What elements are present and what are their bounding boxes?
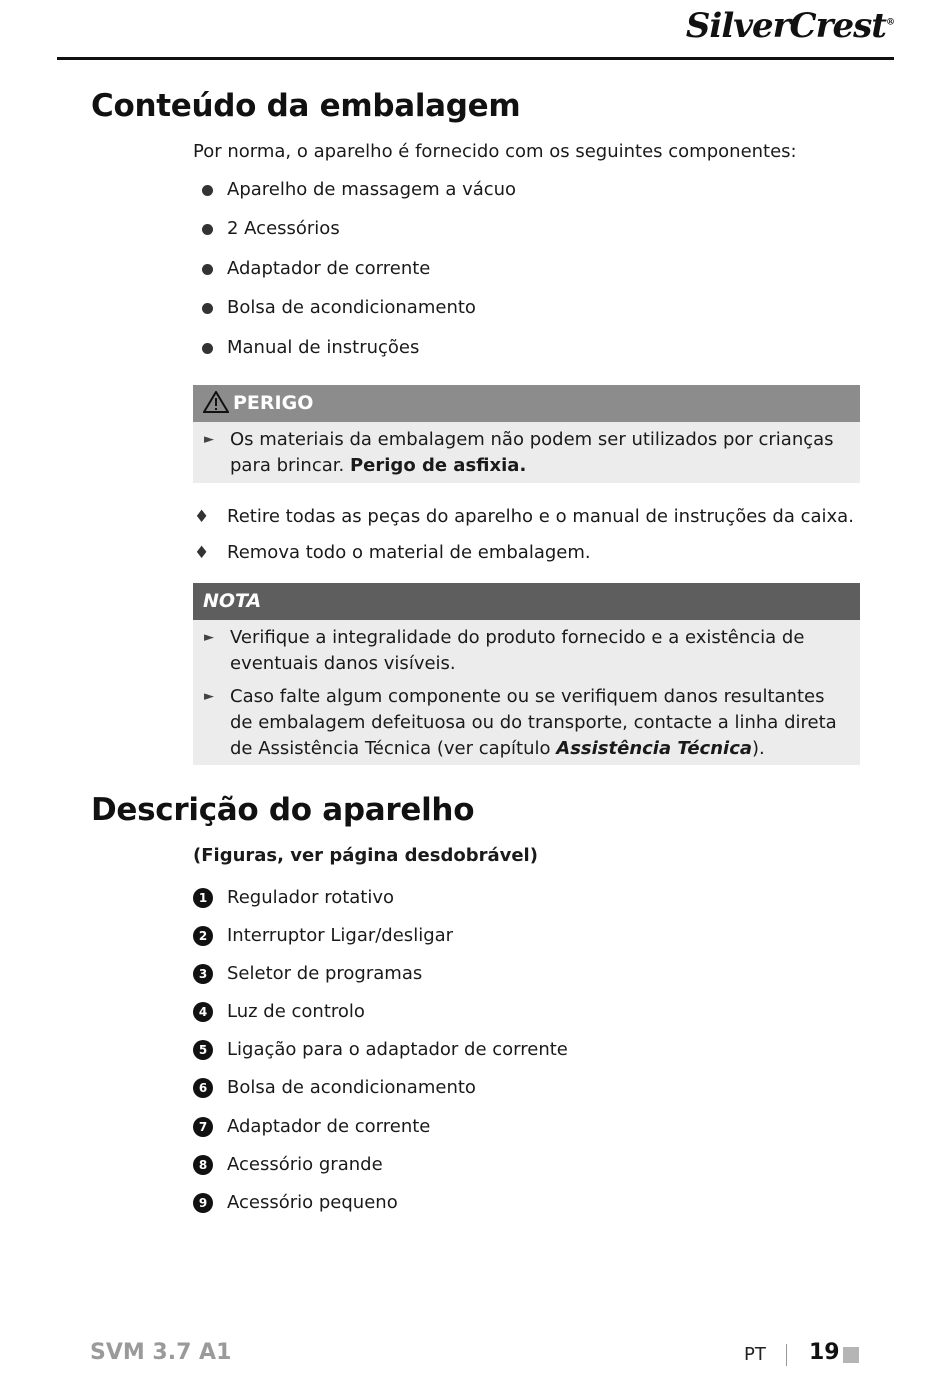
list-item: 9 Acessório pequeno (193, 1189, 568, 1227)
note-header: NOTA (193, 583, 860, 620)
bullet-icon (202, 224, 213, 235)
number-badge: 7 (193, 1117, 213, 1137)
bullet-icon (202, 343, 213, 354)
section-title-contents: Conteúdo da embalagem (91, 88, 521, 124)
number-badge: 5 (193, 1040, 213, 1060)
footer-language: PT (744, 1344, 766, 1365)
contents-intro: Por norma, o aparelho é fornecido com os seguintes componentes: (193, 141, 797, 162)
number-badge: 3 (193, 964, 213, 984)
bullet-icon (202, 185, 213, 196)
list-item: 8 Acessório grande (193, 1151, 568, 1189)
bullet-icon (202, 264, 213, 275)
page-number: 19 (809, 1340, 840, 1365)
list-item: Manual de instruções (193, 334, 516, 373)
section-title-description: Descrição do aparelho (91, 792, 475, 828)
danger-box (193, 385, 860, 483)
list-item: Bolsa de acondicionamento (193, 294, 516, 333)
danger-header: PERIGO (193, 385, 860, 422)
page-marker-square (843, 1347, 859, 1363)
arrow-right-icon: ► (204, 432, 214, 447)
list-item: 6 Bolsa de acondicionamento (193, 1074, 568, 1112)
list-item: ♦ Remova todo o material de embalagem. (193, 539, 854, 575)
list-item: 2 Interruptor Ligar/desligar (193, 922, 568, 960)
footer-divider (786, 1344, 787, 1366)
steps-list (193, 503, 854, 575)
bullet-icon (202, 303, 213, 314)
note-item: ► Verifique a integralidade do produto fornecido e a existência de eventuais danos visíveis. (204, 627, 805, 674)
diamond-icon: ♦ (194, 507, 210, 527)
warning-triangle-icon (203, 391, 229, 413)
list-item: 3 Seletor de programas (193, 960, 568, 998)
list-item: 4 Luz de controlo (193, 998, 568, 1036)
number-badge: 8 (193, 1155, 213, 1175)
footer-model: SVM 3.7 A1 (90, 1340, 232, 1365)
number-badge: 1 (193, 888, 213, 908)
list-item: Aparelho de massagem a vácuo (193, 176, 516, 215)
parts-list (193, 884, 568, 1227)
list-item: Adaptador de corrente (193, 255, 516, 294)
note-box (193, 583, 860, 765)
diamond-icon: ♦ (194, 543, 210, 563)
brand-logo: SilverCrest® (685, 6, 894, 46)
figures-note: (Figuras, ver página desdobrável) (193, 845, 538, 866)
list-item: 7 Adaptador de corrente (193, 1113, 568, 1151)
header-rule (57, 57, 894, 60)
number-badge: 9 (193, 1193, 213, 1213)
number-badge: 4 (193, 1002, 213, 1022)
number-badge: 2 (193, 926, 213, 946)
list-item: 5 Ligação para o adaptador de corrente (193, 1036, 568, 1074)
contents-list (193, 176, 516, 373)
arrow-right-icon: ► (204, 630, 214, 645)
arrow-right-icon: ► (204, 689, 214, 704)
number-badge: 6 (193, 1078, 213, 1098)
danger-item: ► Os materiais da embalagem não podem ser utilizados por crianças para brincar. Perigo de asfixia. (204, 429, 834, 476)
note-item: ► Caso falte algum componente ou se verifiquem danos resultantes de embalagem defeituosa ou do transporte, contacte a linha direta de Assistência Técnica (ver capítulo Assistência Técnica). (204, 686, 837, 759)
list-item: 1 Regulador rotativo (193, 884, 568, 922)
list-item: ♦ Retire todas as peças do aparelho e o manual de instruções da caixa. (193, 503, 854, 539)
list-item: 2 Acessórios (193, 215, 516, 254)
